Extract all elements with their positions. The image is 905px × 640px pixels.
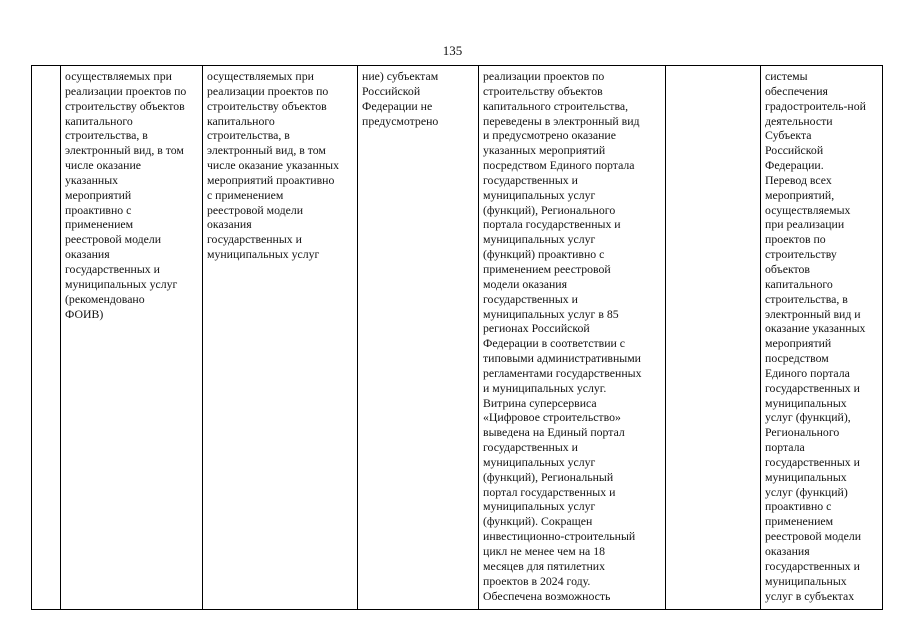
cell-text: реализации проектов по строительству объектов капитального строительства, переведены в электронный вид и предусмотрено оказание указанных мероприятий посредством Единого портала государственных и муниципальных услуг (функций), Регионального портала государственных и муниципальных услуг (функций) проактивно с применением реестровой модели оказания государственных и муниципальных услуг в 85 регионах Российской Федерации в соответствии с типовыми административными регламентами государственных и муниципальных услуг. Витрина суперсервиса «Цифровое строительство» выведена на Единый портал государственных и муниципальных услуг (функций), Региональный портал государственных и муниципальных услуг (функций). Сокращен инвестиционно-строительный цикл не менее чем на 18 месяцев для пятилетних проектов в 2024 году. Обеспечена возможность xyxy=(483,69,642,603)
table-cell-col-6 xyxy=(666,66,761,610)
cell-text: осуществляемых при реализации проектов по строительству объектов капитального строительства, в электронный вид, в том числе оказание указанных мероприятий проактивно с применением реестровой модели оказания государственных и муниципальных услуг xyxy=(207,69,339,262)
cell-text: системы обеспечения градостроитель-ной деятельности Субъекта Российской Федерации. Перевод всех мероприятий, осуществляемых при реализации проектов по строительству объектов капитального строительства, в электронный вид и оказание указанных мероприятий посредством Единого портала государственных и муниципальных услуг (функций), Регионального портала государственных и муниципальных услуг (функций) проактивно с применением реестровой модели оказания государственных и муниципальных услуг в субъектах xyxy=(765,69,866,603)
page-number: 135 xyxy=(442,43,463,58)
table-cell-col-4 xyxy=(358,66,479,610)
table-cell-col-2 xyxy=(61,66,203,610)
table-cell-col-3 xyxy=(203,66,358,610)
table-cell-col-1 xyxy=(32,66,61,610)
table-cell-col-5 xyxy=(479,66,666,610)
cell-text: осуществляемых при реализации проектов по строительству объектов капитального строительства, в электронный вид, в том числе оказание указанных мероприятий проактивно с применением реестровой модели оказания государственных и муниципальных услуг (рекомендовано ФОИВ) xyxy=(65,69,187,321)
document-table xyxy=(31,65,883,610)
table-row xyxy=(32,66,883,610)
table-cell-col-7 xyxy=(761,66,883,610)
cell-text: ние) субъектам Российской Федерации не предусмотрено xyxy=(362,69,439,128)
